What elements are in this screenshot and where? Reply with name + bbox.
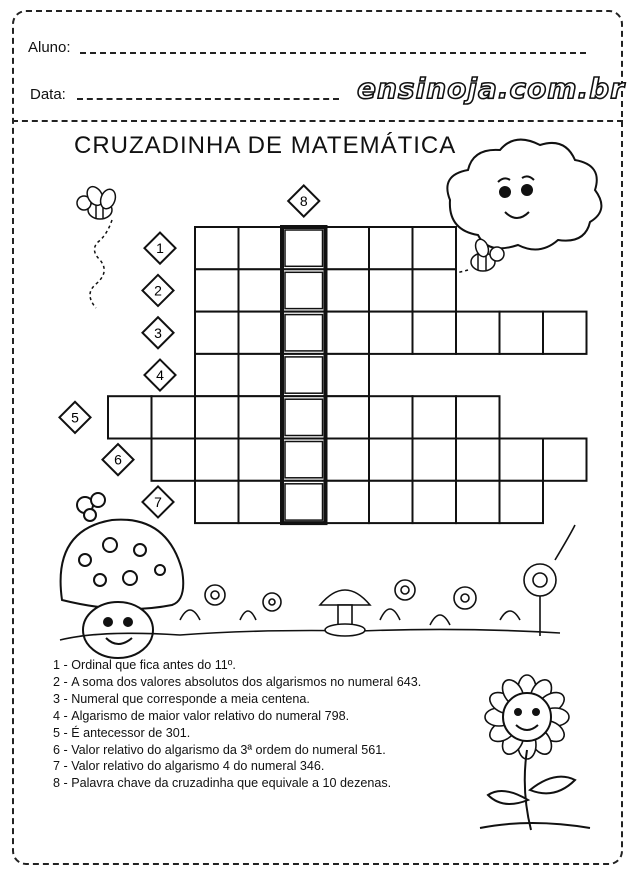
clue-number: 1 -	[53, 658, 72, 672]
clue-marker-label: 7	[154, 493, 162, 510]
crossword-cell[interactable]	[413, 396, 457, 438]
crossword-cell[interactable]	[500, 439, 544, 481]
clue-number: 8 -	[53, 776, 72, 791]
crossword-cell[interactable]	[282, 354, 326, 396]
crossword-cell[interactable]	[456, 396, 500, 438]
bee-icon	[77, 184, 118, 308]
crossword-cell[interactable]	[195, 269, 239, 311]
crossword-cell[interactable]	[369, 227, 413, 269]
clue-number: 5 -	[53, 725, 72, 740]
crossword-cell[interactable]	[369, 396, 413, 438]
crossword-cell[interactable]	[543, 312, 587, 354]
clue-marker-1	[144, 233, 175, 264]
crossword-cell[interactable]	[456, 312, 500, 354]
crossword-grid	[108, 227, 587, 523]
clue-text: Palavra chave da cruzadinha que equivale a 10 dezenas.	[71, 776, 392, 791]
crossword-cell[interactable]	[239, 354, 283, 396]
crossword-cell[interactable]	[239, 269, 283, 311]
clue-marker-label: 4	[156, 367, 164, 384]
crossword-cell[interactable]	[369, 439, 413, 481]
crossword-cell[interactable]	[326, 396, 370, 438]
clue-marker-label: 5	[71, 409, 79, 426]
clue-marker-2	[142, 275, 173, 306]
crossword-cell[interactable]	[326, 269, 370, 311]
clue-item	[53, 758, 473, 775]
crossword-cell[interactable]	[326, 439, 370, 481]
crossword-cell[interactable]	[152, 439, 196, 481]
clue-item	[53, 742, 473, 759]
crossword-cell[interactable]	[369, 269, 413, 311]
clue-item	[53, 725, 473, 742]
clue-marker-3	[142, 317, 173, 348]
crossword-cell[interactable]	[195, 354, 239, 396]
crossword-cell[interactable]	[282, 396, 326, 438]
clue-item	[53, 674, 473, 691]
clue-marker-4	[144, 359, 175, 390]
crossword-cell[interactable]	[326, 312, 370, 354]
clue-item	[53, 775, 473, 792]
crossword-cell[interactable]	[195, 227, 239, 269]
clue-number: 7 -	[53, 759, 72, 774]
clue-marker-7	[142, 486, 173, 517]
worksheet-title: CRUZADINHA DE MATEMÁTICA	[74, 132, 457, 159]
crossword-cell[interactable]	[239, 396, 283, 438]
crossword-cell[interactable]	[543, 439, 587, 481]
clue-text: Valor relativo do algarismo 4 do numeral 346.	[71, 759, 325, 774]
sunflower-face-icon	[480, 675, 590, 830]
clue-number: 6 -	[53, 742, 72, 757]
crossword-cell[interactable]	[500, 481, 544, 523]
clue-marker-label: 6	[114, 451, 122, 468]
clue-list	[53, 657, 473, 792]
crossword-cell[interactable]	[413, 269, 457, 311]
crossword-cell[interactable]	[326, 481, 370, 523]
clue-marker-label: 1	[156, 240, 164, 257]
crossword-cell[interactable]	[326, 354, 370, 396]
clue-text: Valor relativo do algarismo da 3ª ordem do numeral 561.	[71, 742, 386, 757]
crossword-cell[interactable]	[369, 481, 413, 523]
clue-text: A soma dos valores absolutos dos algarismos no numeral 643.	[71, 674, 422, 689]
cloud-face-icon	[447, 140, 601, 250]
crossword-cell[interactable]	[282, 481, 326, 523]
crossword-cell[interactable]	[152, 396, 196, 438]
clue-marker-label: 3	[154, 324, 162, 341]
crossword-cell[interactable]	[195, 439, 239, 481]
crossword-cell[interactable]	[456, 481, 500, 523]
crossword-cell[interactable]	[282, 227, 326, 269]
crossword-cell[interactable]	[326, 227, 370, 269]
clue-marker-6	[102, 444, 133, 475]
crossword-cell[interactable]	[500, 312, 544, 354]
date-label: Data:	[30, 86, 66, 103]
clue-text: Ordinal que fica antes do 11º.	[71, 658, 236, 672]
student-label: Aluno:	[28, 39, 71, 56]
crossword-cell[interactable]	[282, 439, 326, 481]
clue-marker-8	[288, 185, 319, 216]
crossword-cell[interactable]	[195, 481, 239, 523]
crossword-cell[interactable]	[413, 227, 457, 269]
crossword-cell[interactable]	[456, 439, 500, 481]
clue-marker-5	[59, 402, 90, 433]
crossword-cell[interactable]	[239, 439, 283, 481]
clue-text: Numeral que corresponde a meia centena.	[71, 691, 310, 706]
crossword-cell[interactable]	[413, 439, 457, 481]
crossword-cell[interactable]	[282, 312, 326, 354]
clue-number: 3 -	[53, 691, 72, 706]
crossword-cell[interactable]	[239, 481, 283, 523]
crossword-cell[interactable]	[195, 396, 239, 438]
crossword-cell[interactable]	[413, 481, 457, 523]
clue-text: Algarismo de maior valor relativo do numeral 798.	[71, 708, 350, 723]
crossword-cell[interactable]	[108, 396, 152, 438]
crossword-cell[interactable]	[282, 269, 326, 311]
crossword-cell[interactable]	[239, 312, 283, 354]
clue-item	[53, 691, 473, 708]
clue-marker-label: 2	[154, 282, 162, 299]
clue-item	[53, 657, 473, 674]
clue-text: É antecessor de 301.	[71, 725, 191, 740]
clue-number: 4 -	[53, 708, 72, 723]
clue-marker-label: 8	[299, 193, 308, 209]
crossword-cell[interactable]	[369, 312, 413, 354]
crossword-cell[interactable]	[195, 312, 239, 354]
site-logo: ensinoja.com.br	[357, 72, 625, 105]
clue-number: 2 -	[53, 674, 72, 689]
crossword-cell[interactable]	[239, 227, 283, 269]
clue-item	[53, 708, 473, 725]
crossword-cell[interactable]	[413, 312, 457, 354]
